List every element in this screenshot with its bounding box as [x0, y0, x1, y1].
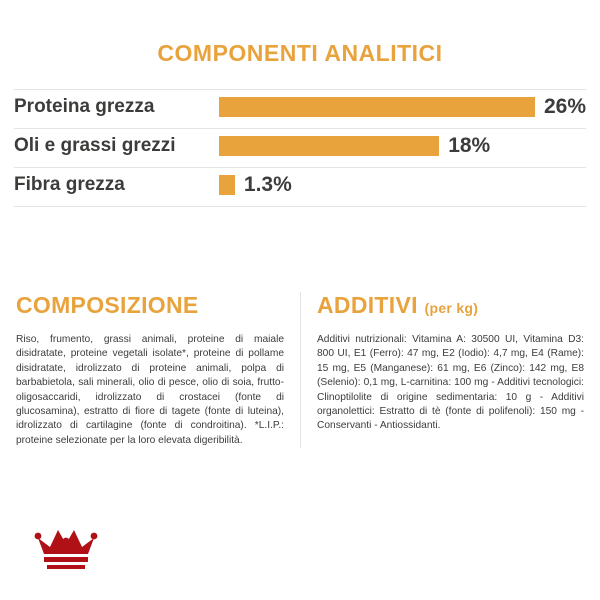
analytical-components-title: COMPONENTI ANALITICI: [157, 40, 443, 66]
analytical-bars: [0, 90, 600, 202]
analytical-bar-fill: [219, 175, 235, 195]
analytical-bar-fill: [219, 97, 535, 117]
analytical-bar-fill: [219, 136, 439, 156]
divider-bottom: [14, 206, 586, 207]
additives-title-suffix: (per kg): [424, 300, 479, 316]
analytical-row: [14, 168, 586, 202]
analytical-value: 1.3%: [243, 173, 292, 196]
composition-text: Riso, frumento, grassi animali, proteine di maiale disidratate, proteine vegetali isolate*, proteine di pollame disidratate, idrolizzato di proteine animali, polpa di barbabietola, sali minerali, olio di pesce, olio di soia, frutto-oligosaccaridi, idrolizzato di crostacei (fonte di glucosamina), estratto di fiore di tagete (fonte di luteina), idrolizzato di cartilagine (fonte di condroitina). *L.I.P.: proteine selezionate per la loro elevata digeribilità.: [16, 334, 284, 446]
analytical-bar-track: [219, 90, 586, 124]
additives-text: Additivi nutrizionali: Vitamina A: 30500 UI, Vitamina D3: 800 UI, E1 (Ferro): 47 mg, E2 (Iodio): 4,7 mg, E4 (Rame): 15 mg, E5 (Manganese): 61 mg, E6 (Zinco): 142 mg, E8 (Selenio): 0,1 mg, L-carnitina: 100 mg - Additivi tecnologici: Clinoptilolite di origine sedimentaria: 10 g - Additivi organolettici: Estratto di tè (fonte di polifenoli): 150 mg - Conservanti - Antiossidanti.: [317, 334, 584, 432]
additives-title-main: ADDITIVI: [317, 292, 418, 318]
royal-canin-crown-logo-icon: [34, 520, 98, 576]
analytical-bar-track: [219, 168, 586, 202]
composition-title: COMPOSIZIONE: [16, 292, 199, 318]
analytical-row: [14, 90, 586, 124]
analytical-components-section: [0, 0, 600, 67]
analytical-row: [14, 129, 586, 163]
analytical-label: Fibra grezza: [14, 174, 125, 195]
analytical-value: 26%: [543, 95, 586, 118]
text-columns: [0, 292, 600, 448]
analytical-label: Proteina grezza: [14, 96, 155, 117]
analytical-value: 18%: [448, 134, 491, 157]
additives-column: [300, 292, 600, 448]
analytical-bar-track: [219, 129, 586, 163]
analytical-label: Oli e grassi grezzi: [14, 135, 176, 156]
additives-title: [317, 292, 584, 319]
composition-column: [0, 292, 300, 448]
